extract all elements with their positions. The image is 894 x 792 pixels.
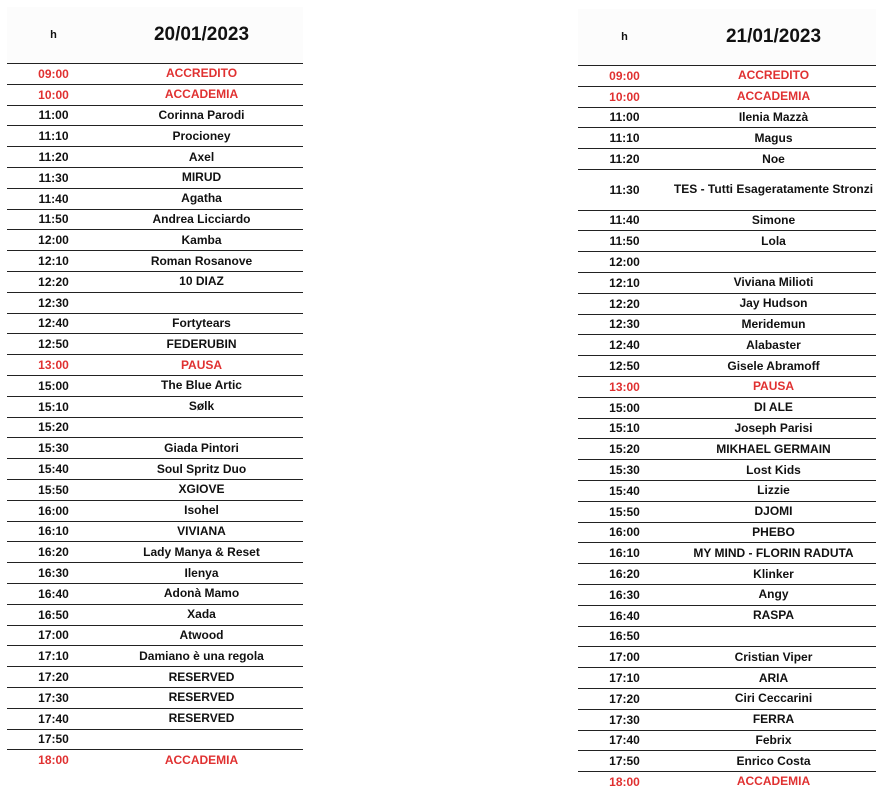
schedule-row <box>578 439 876 460</box>
time-cell: 17:00 <box>609 650 640 665</box>
time-cell: 16:00 <box>609 525 640 540</box>
performer-cell: MIRUD <box>181 170 222 185</box>
time-cell: 15:50 <box>38 482 69 497</box>
time-cell: 11:10 <box>609 131 640 146</box>
time-cell: 15:00 <box>38 378 69 393</box>
time-cell: 17:10 <box>609 671 640 685</box>
time-cell: 12:00 <box>609 255 640 270</box>
schedule-row <box>578 315 876 336</box>
schedule-row <box>7 584 303 605</box>
time-cell: 16:10 <box>38 524 69 539</box>
schedule-row <box>578 481 876 502</box>
time-cell: 11:40 <box>609 213 640 228</box>
schedule-row <box>578 751 876 772</box>
performer-cell: Axel <box>188 149 215 164</box>
date-header: 20/01/2023 <box>153 24 250 45</box>
schedule-row <box>578 128 876 149</box>
performer-cell: Roman Rosanove <box>150 253 253 268</box>
performer-cell: PHEBO <box>752 524 795 539</box>
schedule-header <box>7 7 303 64</box>
schedule-row <box>7 64 303 85</box>
time-cell: 16:00 <box>38 503 69 518</box>
performer-cell: ACCADEMIA <box>164 87 239 102</box>
performer-cell: Giada Pintori <box>164 440 239 455</box>
performer-cell: Procioney <box>172 128 231 143</box>
schedule-row <box>7 334 303 355</box>
schedule-row <box>7 459 303 480</box>
performer-cell: Isohel <box>184 503 219 518</box>
schedule-row <box>578 211 876 232</box>
performer-cell: ACCREDITO <box>737 68 810 83</box>
performer-cell: Alabaster <box>746 337 801 352</box>
schedule-row <box>578 294 876 315</box>
time-cell: 11:20 <box>38 150 69 165</box>
performer-cell: Angy <box>758 587 789 602</box>
schedule-day-2 <box>578 9 876 789</box>
performer-cell: Febrix <box>755 732 792 747</box>
performer-cell: ACCADEMIA <box>736 89 811 104</box>
schedule-row <box>7 272 303 293</box>
time-cell: 15:30 <box>38 441 69 456</box>
time-cell: 11:50 <box>38 212 69 227</box>
schedule-row <box>578 419 876 440</box>
schedule-row <box>578 66 876 87</box>
schedule-row <box>7 501 303 522</box>
performer-cell: Gisele Abramoff <box>727 358 820 373</box>
schedule-row <box>7 626 303 647</box>
schedule-row <box>7 418 303 439</box>
schedule-row <box>7 85 303 106</box>
time-cell: 17:50 <box>38 732 69 747</box>
performer-cell: RESERVED <box>168 690 235 705</box>
performer-cell: Viviana Milioti <box>733 275 814 290</box>
schedule-row <box>578 170 876 211</box>
performer-cell: TES - Tutti Esageratamente Stronzi <box>673 182 874 197</box>
time-cell: 11:00 <box>609 110 640 125</box>
time-cell: 16:20 <box>609 567 640 582</box>
time-cell: 16:50 <box>38 607 69 622</box>
schedule-row <box>578 108 876 129</box>
schedule-row <box>578 231 876 252</box>
schedule-rows <box>578 66 876 792</box>
performer-cell: Kamba <box>181 232 222 247</box>
performer-cell: ARIA <box>758 670 789 685</box>
time-cell: 12:20 <box>609 296 640 311</box>
schedule-row <box>7 293 303 314</box>
hour-column-header: h <box>50 29 57 41</box>
performer-cell: 10 DIAZ <box>179 274 224 289</box>
performer-cell: ACCREDITO <box>165 66 238 81</box>
time-cell: 16:20 <box>38 545 69 560</box>
performer-cell: Magus <box>754 130 793 145</box>
schedule-row <box>578 627 876 648</box>
time-cell: 12:50 <box>38 337 69 352</box>
schedule-row <box>578 585 876 606</box>
time-cell: 09:00 <box>609 68 640 83</box>
schedule-header <box>578 9 876 66</box>
performer-cell: Sølk <box>188 399 215 414</box>
time-cell: 15:10 <box>609 421 640 436</box>
performer-cell: MY MIND - FLORIN RADUTA <box>693 545 854 560</box>
time-cell: 12:30 <box>609 317 640 332</box>
performer-cell: Lola <box>761 233 786 248</box>
time-cell: 12:30 <box>38 295 69 310</box>
schedule-row <box>7 251 303 272</box>
performer-cell: Ciri Ceccarini <box>734 691 813 706</box>
performer-cell: The Blue Artic <box>161 378 242 393</box>
time-cell: 11:30 <box>38 170 69 185</box>
time-cell: 17:40 <box>38 711 69 726</box>
schedule-row <box>578 87 876 108</box>
schedule-row <box>578 731 876 752</box>
time-cell: 15:30 <box>609 463 640 478</box>
schedule-row <box>578 149 876 170</box>
performer-cell: Xada <box>187 607 216 622</box>
time-cell: 12:00 <box>38 233 69 248</box>
time-cell: 13:00 <box>609 379 640 394</box>
time-cell: 11:30 <box>609 182 640 197</box>
time-cell: 12:10 <box>609 275 640 290</box>
schedule-row <box>7 646 303 667</box>
time-cell: 10:00 <box>38 87 69 102</box>
schedule-row <box>578 356 876 377</box>
schedule-row <box>7 397 303 418</box>
time-cell: 15:20 <box>609 442 640 457</box>
schedule-row <box>7 522 303 543</box>
time-cell: 16:40 <box>609 608 640 623</box>
performer-cell: Fortytears <box>172 315 231 330</box>
schedule-row <box>7 314 303 335</box>
date-header: 21/01/2023 <box>725 26 822 47</box>
time-cell: 15:50 <box>609 504 640 519</box>
time-cell: 12:10 <box>38 254 69 269</box>
schedule-row <box>7 106 303 127</box>
performer-cell: Jay Hudson <box>739 296 808 311</box>
schedule-row <box>578 398 876 419</box>
schedule-row <box>578 460 876 481</box>
time-cell: 15:40 <box>609 483 640 498</box>
time-cell: 09:00 <box>38 66 69 81</box>
performer-cell: PAUSA <box>752 379 795 394</box>
performer-cell: Atwood <box>179 627 224 642</box>
hour-column-header: h <box>621 31 628 43</box>
performer-cell: Simone <box>751 212 796 227</box>
time-cell: 11:20 <box>609 152 640 167</box>
schedule-row <box>7 480 303 501</box>
time-cell: 17:20 <box>609 691 640 706</box>
schedule-row <box>7 605 303 626</box>
schedule-row <box>578 710 876 731</box>
time-cell: 15:10 <box>38 399 69 414</box>
time-cell: 15:00 <box>609 400 640 415</box>
performer-cell: Lost Kids <box>746 462 801 477</box>
performer-cell: Joseph Parisi <box>734 420 813 435</box>
time-cell: 17:30 <box>38 690 69 705</box>
performer-cell: FEDERUBIN <box>166 336 237 351</box>
performer-cell: Soul Spritz Duo <box>156 461 247 476</box>
time-cell: 11:50 <box>609 234 640 249</box>
time-cell: 17:00 <box>38 628 69 643</box>
schedule-row <box>578 502 876 523</box>
performer-cell: Damiano è una regola <box>139 648 264 663</box>
schedule-row <box>578 668 876 689</box>
performer-cell: Klinker <box>753 566 794 581</box>
schedule-rows <box>7 64 303 770</box>
performer-cell: Meridemun <box>741 316 806 331</box>
performer-cell: ACCADEMIA <box>164 752 239 767</box>
schedule-row <box>578 252 876 273</box>
performer-cell: RASPA <box>752 608 795 623</box>
time-cell: 15:40 <box>38 462 69 477</box>
schedule-row <box>578 523 876 544</box>
time-cell: 17:50 <box>609 754 640 769</box>
time-cell: 18:00 <box>609 774 640 789</box>
time-cell: 11:00 <box>38 108 69 123</box>
time-cell: 11:40 <box>38 191 69 206</box>
schedule-row <box>7 542 303 563</box>
schedule-row <box>7 230 303 251</box>
performer-cell: Agatha <box>181 191 222 206</box>
time-cell: 16:10 <box>609 546 640 561</box>
time-cell: 17:40 <box>609 733 640 748</box>
performer-cell: Corinna Parodi <box>158 107 245 122</box>
schedule-row <box>7 376 303 397</box>
time-cell: 17:10 <box>38 649 69 664</box>
schedule-row <box>7 147 303 168</box>
schedule-row <box>7 438 303 459</box>
schedule-row <box>578 543 876 564</box>
time-cell: 12:40 <box>38 316 69 331</box>
time-cell: 11:10 <box>38 129 69 144</box>
schedule-row <box>7 730 303 751</box>
performer-cell: ACCADEMIA <box>736 774 811 789</box>
performer-cell: Noe <box>762 151 785 166</box>
schedule-row <box>7 189 303 210</box>
schedule-row <box>7 667 303 688</box>
schedule-row <box>578 689 876 710</box>
time-cell: 12:40 <box>609 338 640 353</box>
performer-cell: VIVIANA <box>177 523 226 538</box>
time-cell: 16:30 <box>609 587 640 602</box>
schedule-row <box>578 564 876 585</box>
time-cell: 13:00 <box>38 358 69 373</box>
time-cell: 15:20 <box>38 420 69 435</box>
schedule-day-1 <box>7 7 303 770</box>
performer-cell: RESERVED <box>168 711 235 726</box>
performer-cell: PAUSA <box>180 357 223 372</box>
performer-cell: DI ALE <box>754 400 793 415</box>
performer-cell: DJOMI <box>754 504 793 519</box>
schedule-row <box>7 688 303 709</box>
schedule-row <box>7 563 303 584</box>
time-cell: 17:20 <box>38 670 69 684</box>
performer-cell: MIKHAEL GERMAIN <box>716 441 831 456</box>
schedule-row <box>578 647 876 668</box>
performer-cell: Ilenia Mazzà <box>738 109 809 124</box>
performer-cell: RESERVED <box>168 669 235 684</box>
schedule-row <box>7 210 303 231</box>
schedule-row <box>7 168 303 189</box>
performer-cell: XGIOVE <box>178 482 225 497</box>
performer-cell: Lizzie <box>757 483 790 498</box>
time-cell: 10:00 <box>609 89 640 104</box>
performer-cell: Ilenya <box>184 565 219 580</box>
time-cell: 18:00 <box>38 753 69 768</box>
schedule-row <box>578 772 876 792</box>
time-cell: 12:20 <box>38 274 69 289</box>
performer-cell: Lady Manya & Reset <box>143 544 260 559</box>
schedule-row <box>7 126 303 147</box>
performer-cell: Andrea Licciardo <box>152 211 251 226</box>
schedule-row <box>7 355 303 376</box>
performer-cell: FERRA <box>752 712 795 727</box>
time-cell: 17:30 <box>609 712 640 727</box>
time-cell: 12:50 <box>609 359 640 374</box>
time-cell: 16:50 <box>609 629 640 644</box>
time-cell: 16:30 <box>38 566 69 581</box>
schedule-row <box>578 273 876 294</box>
performer-cell: Cristian Viper <box>734 649 813 664</box>
schedule-row <box>7 750 303 770</box>
schedule-row <box>578 335 876 356</box>
schedule-row <box>578 606 876 627</box>
performer-cell: Adonà Mamo <box>163 586 240 601</box>
performer-cell: Enrico Costa <box>736 753 811 768</box>
schedule-row <box>7 709 303 730</box>
time-cell: 16:40 <box>38 586 69 601</box>
schedule-row <box>578 377 876 398</box>
